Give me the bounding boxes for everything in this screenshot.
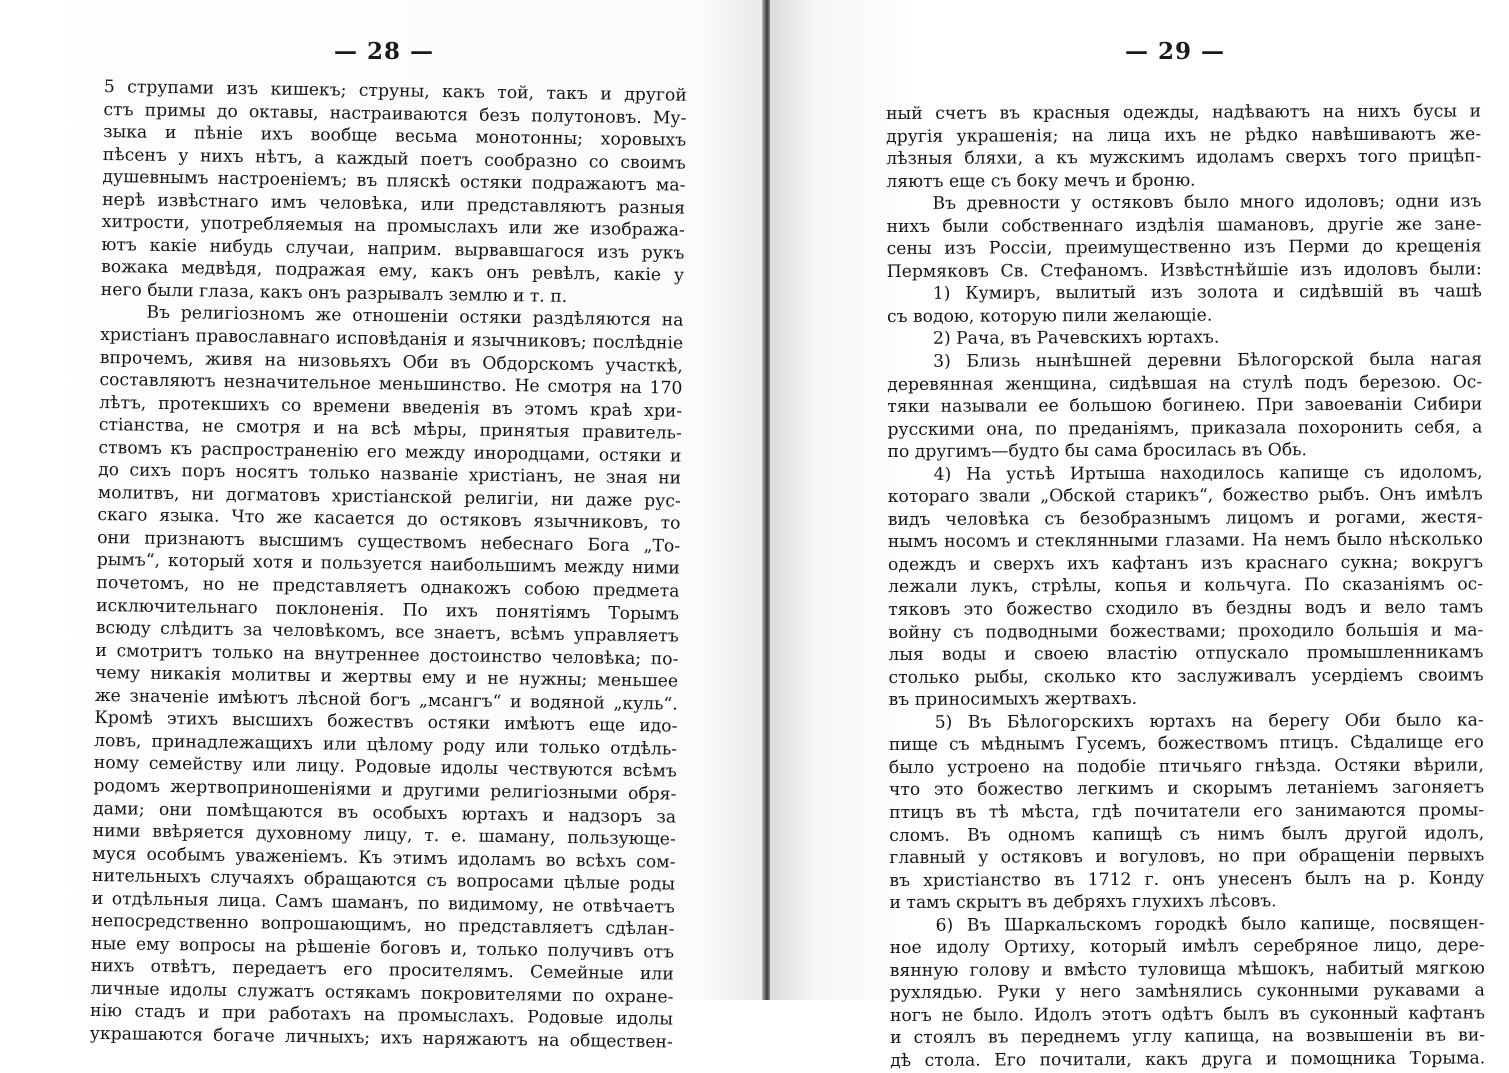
text-line: нію стадъ и при работахъ на промыслахъ. Родовые идолы — [89, 1001, 674, 1030]
text-line: съ водою, которую пили желающіе. — [886, 305, 1213, 327]
text-line: ними ввѣряется духовному лицу, т. е. шаману, пользующе- — [92, 820, 676, 850]
text-line: 2) Рача, въ Рачевскихъ юртахъ. — [932, 328, 1220, 350]
text-line: въ христіанство въ 1712 г. онъ унесенъ былъ на р. Конду — [889, 867, 1485, 891]
right-page — [770, 0, 1509, 1071]
text-line: нерѣ извѣстнаго имъ человѣка, или представляютъ разныя — [102, 189, 686, 219]
text-line: зыка и пѣніе ихъ вообще весьма монотонны; хоровыхъ — [103, 122, 687, 151]
text-line: и отдѣльныя лица. Самъ шаманъ, по видимому, не отвѣчаетъ — [91, 888, 675, 918]
text-line: тяковъ это божество сходило въ бездны водъ и вело тамъ — [888, 597, 1484, 621]
left-page — [0, 0, 764, 1053]
text-line: него были глаза, какъ онъ разрывалъ землю и т. п. — [100, 279, 568, 307]
text-line: въ приносимыхъ жертвахъ. — [888, 689, 1138, 711]
text-line: 5) Въ Бѣлогорскихъ юртахъ на берегу Оби было ка- — [934, 710, 1484, 733]
text-line: личные идолы служатъ остякамъ покровителями по охране- — [90, 978, 674, 1008]
text-line: пѣсенъ у нихъ нѣтъ, а каждый поетъ сообразно со своимъ — [102, 144, 686, 174]
text-line: впрочемъ, живя на низовьяхъ Оби въ Обдорскомъ участкѣ, — [99, 347, 683, 377]
text-line: вянную голову и вмѣсто туловища мѣшокъ, набитый мягкою — [889, 958, 1485, 981]
text-line: и стоялъ въ переднемъ углу капища, на возвышеніи въ ви- — [890, 1025, 1486, 1049]
text-line: составляютъ незначительное меньшинство. Не смотря на 170 — [99, 370, 683, 399]
text-line: 3) Близь нынѣшней деревни Бѣлогорской была нагая — [933, 349, 1483, 372]
text-line: русскими она, по преданіямъ, приказала похоронить себя, а — [887, 417, 1483, 440]
text-line: ный счетъ въ красныя одежды, надѣваютъ на нихъ бусы и — [886, 101, 1482, 124]
text-line: сены изъ Россіи, преимущественно изъ Перми до крещенія — [886, 236, 1482, 260]
text-line: рухлядью. Руки у него замѣнялись суконными рукавами а — [889, 980, 1485, 1004]
text-line: родомъ жертвоприношеніями и другими религіозными обря- — [93, 775, 677, 805]
text-line: птицъ въ тѣ мѣста, гдѣ почитатели его занимаются промы- — [889, 800, 1485, 823]
text-line: ному семейству или лицу. Родовые идолы чествуются всѣмъ — [93, 753, 677, 782]
text-line: по другимъ—будто бы сама бросилась въ Обь. — [887, 440, 1308, 463]
text-line: стъ примы до октавы, настраиваются безъ полутоновъ. Му- — [103, 99, 687, 129]
page-text — [886, 100, 1485, 1072]
text-line: другія украшенія; на лица ихъ не рѣдко навѣшиваютъ же- — [886, 123, 1482, 147]
text-line: главный у остяковъ и вогуловъ, но при обращеніи первыхъ — [889, 845, 1485, 869]
text-line: дами; они помѣщаются въ особыхъ юртахъ и надзоръ за — [92, 798, 677, 828]
page-number: — 29 — — [1125, 38, 1226, 65]
text-line: лѣзныя бляхи, а къ мужскимъ идоламъ сверхъ того прицѣп- — [886, 146, 1482, 170]
text-line: одеждъ и сверхъ ихъ кафтанъ изъ краснаго сукна; вокругъ — [887, 552, 1484, 575]
text-line: сломъ. Въ одномъ капищѣ съ нимъ былъ другой идолъ, — [889, 822, 1485, 846]
text-line: чему никакія молитвы и жертвы ему и не нужны; меньшее — [94, 663, 679, 692]
text-line: рымъ“, который хотя и пользуется наибольшимъ между ними — [96, 550, 680, 580]
text-line: всюду слѣдитъ за человѣкомъ, все знаетъ, всѣмъ управляетъ — [95, 618, 679, 647]
text-line: нымъ носомъ и стеклянными глазами. На немъ было нѣсколько — [887, 529, 1483, 553]
text-line: котораго звали „Обской старикъ“, божество рыбъ. Онъ имѣлъ — [887, 484, 1483, 508]
text-line: почетомъ, но не представляетъ однакожъ собою предмета — [96, 572, 680, 602]
page-text — [90, 76, 687, 1054]
text-line: же значеніе имѣютъ лѣсной богъ „мсангъ“ и водяной „куль“. — [94, 685, 678, 715]
text-line: лежали лукъ, стрѣлы, копья и кольчуга. По сказаніямъ ос- — [888, 574, 1484, 598]
text-line: Кромѣ этихъ высшихъ божествъ остяки имѣютъ еще идо- — [94, 708, 678, 737]
text-line: до сихъ поръ носятъ только названіе христіанъ, не зная ни — [98, 460, 682, 489]
text-line: деревянная женщина, сидѣвшая на стулѣ подъ березою. Ос- — [887, 371, 1483, 395]
text-line: было устроено на подобіе птичьяго гнѣзда. Остяки вѣрили, — [888, 755, 1484, 778]
text-line: ное идолу Ортиху, который имѣлъ серебряное лицо, дере- — [889, 935, 1485, 959]
text-line: 6) Въ Шаркальскомъ городкѣ было капище, посвящен- — [935, 913, 1485, 936]
text-line: муся особымъ уваженіемъ. Къ этимъ идоламъ во всѣхъ сом- — [92, 843, 676, 873]
text-line: ствомъ къ распространенію его между инородцами, остяки и — [98, 437, 682, 467]
text-line: ные ему вопросы на рѣшеніе боговъ и, только получивъ отъ — [90, 933, 675, 963]
text-line: лѣтъ, протекшихъ со времени введенія въ этомъ краѣ хри- — [99, 392, 683, 422]
text-line: украшаются богаче личныхъ; ихъ наряжаютъ на обществен- — [89, 1023, 673, 1053]
text-line: лыя воды и своею властію отпускало промышленникамъ — [888, 642, 1484, 666]
text-line: Пермяковъ Св. Стефаномъ. Извѣстнѣйшіе изъ идоловъ были: — [886, 259, 1482, 282]
text-line: стіанства, не смотря и на всѣ мѣры, принятыя правитель- — [98, 415, 682, 444]
text-line: и смотритъ только на внутреннее достоинство человѣка; по- — [95, 640, 679, 670]
text-line: Въ религіозномъ же отношеніи остяки раздѣляются на — [146, 303, 684, 332]
text-line: молитвъ, ни догматовъ христіанской религіи, ни даже рус- — [97, 482, 681, 512]
text-line: 4) На устьѣ Иртыша находилось капище съ идоломъ, — [933, 462, 1483, 485]
text-line: непосредственно вопрошающимъ, но представляетъ сдѣлан- — [91, 911, 675, 940]
text-line: они признаютъ высшимъ существомъ небеснаго Бога „То- — [96, 527, 681, 557]
text-line: исключительнаго поклоненія. По ихъ понятіямъ Торымъ — [95, 595, 680, 625]
page-number: — 28 — — [334, 38, 435, 65]
text-line: ловъ, принадлежащихъ или цѣлому роду или только отдѣль- — [93, 730, 678, 760]
text-line: ляютъ еще съ боку мечъ и броню. — [886, 170, 1196, 192]
text-line: вожака медвѣдя, подражая ему, какъ онъ ревѣлъ, какіе у — [101, 257, 685, 287]
text-line: ногъ не было. Идолъ этотъ одѣтъ былъ въ суконный кафтанъ — [889, 1003, 1486, 1026]
text-line: ютъ какіе нибудь случаи, наприм. вырвавшагося изъ рукъ — [101, 234, 685, 264]
text-line: Въ древности у остяковъ было много идоловъ; одни изъ — [932, 191, 1482, 214]
text-line: и тамъ скрытъ въ дебряхъ глухихъ лѣсовъ. — [889, 891, 1277, 914]
text-line: 1) Кумиръ, вылитый изъ золота и сидѣвшій въ чашѣ — [932, 281, 1482, 305]
text-line: нихъ были собственнаго издѣлія шамановъ, другіе же зане- — [886, 214, 1482, 237]
text-line: дѣ стола. Его почитали, какъ друга и помощника Торыма. — [890, 1048, 1486, 1071]
text-line: пище съ мѣднымъ Гусемъ, божествомъ птицъ. Сѣдалище его — [888, 732, 1484, 756]
text-line: войну съ подводными божествами; проходило большія и ма- — [888, 619, 1484, 643]
text-line: христіанъ православнаго исповѣданія и язычниковъ; послѣдніе — [100, 324, 684, 354]
text-line: видъ человѣка съ безобразнымъ лицомъ и рогами, жестя- — [887, 507, 1483, 530]
text-line: хитрости, употребляемыя на промыслахъ или же изобража- — [101, 212, 685, 241]
text-line: душевнымъ настроеніемъ; въ пляскѣ остяки подражаютъ ма- — [102, 167, 686, 196]
text-line: нихъ отвѣтъ, передаетъ его просителямъ. Семейные или — [90, 956, 674, 985]
text-line: 5 струпами изъ кишекъ; струны, какъ той, такъ и другой — [103, 76, 687, 106]
text-line: столько рыбы, сколько кто заслуживалъ усердіемъ своимъ — [888, 665, 1484, 688]
text-line: нительныхъ случаяхъ обращаются съ вопросами цѣлые роды — [91, 866, 676, 895]
text-line: тяки называли ее большою богинею. При завоеваніи Сибири — [887, 394, 1483, 418]
text-line: что это божество легкимъ и скорымъ летаніемъ загоняетъ — [888, 777, 1485, 801]
text-line: скаго языка. Что же касается до остяковъ язычниковъ, то — [97, 505, 681, 534]
